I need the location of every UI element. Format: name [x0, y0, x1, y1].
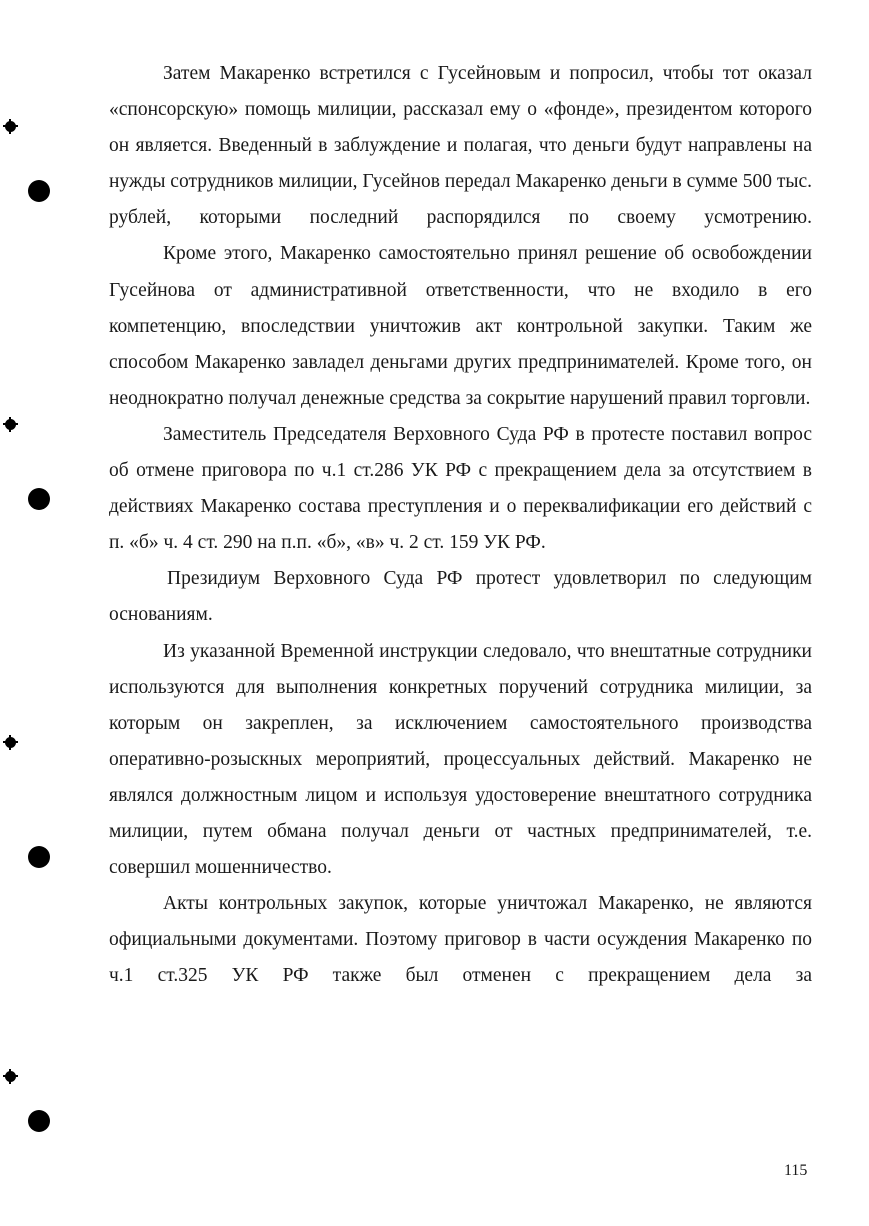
binder-staple-mark: [6, 738, 15, 747]
document-body: [109, 56, 812, 994]
paragraph-protest: Заместитель Председателя Верховного Суда РФ в протесте поставил вопрос об отмене приговора по ч.1 ст.286 УК РФ с прекращением дела за отсутствием в действиях Макаренко состава преступления и о переквалификации его действий с п. «б» ч. 4 ст. 290 на п.п. «б», «в» ч. 2 ст. 159 УК РФ.: [109, 423, 812, 554]
binder-hole-mark: [28, 180, 50, 202]
page-number: 115: [784, 1162, 808, 1179]
paragraph-administrative-liability: Кроме этого, Макаренко самостоятельно принял решение об освобождении Гусейнова от административной ответственности, что не входило в его компетенцию, впоследствии уничтожив акт контрольной закупки. Таким же способом Макаренко завладел деньгами других предпринимателей. Кроме того, он неоднократно получал денежные средства за сокрытие нарушений правил торговли.: [109, 243, 812, 409]
binder-hole-mark: [28, 1110, 50, 1132]
binder-staple-mark: [6, 420, 15, 429]
paragraph-control-purchase-acts: Акты контрольных закупок, которые уничтожал Макаренко, не являются официальными документами. Поэтому приговор в части осуждения Макаренко по ч.1 ст.325 УК РФ также был отменен с прекращением дела за: [109, 893, 812, 987]
binder-staple-mark: [6, 1072, 15, 1081]
paragraph-gusejnov-sponsorship: Затем Макаренко встретился с Гусейновым и попросил, чтобы тот оказал «спонсорскую» помощь милиции, рассказал ему о «фонде», президентом которого он является. Введенный в заблуждение и полагая, что деньги будут направлены на нужды сотрудников милиции, Гусейнов передал Макаренко деньги в сумме 500 тыс. рублей, которыми последний распорядился по своему усмотрению.: [109, 63, 812, 229]
binder-staple-mark: [6, 122, 15, 131]
binder-hole-mark: [28, 846, 50, 868]
paragraph-temporary-instruction: Из указанной Временной инструкции следовало, что внештатные сотрудники используются для выполнения конкретных поручений сотрудника милиции, за которым он закреплен, за исключением самостоятельного производства оперативно-розыскных мероприятий, процессуальных действий. Макаренко не являлся должностным лицом и используя удостоверение внештатного сотрудника милиции, путем обмана получал деньги от частных предпринимателей, т.е. совершил мошенничество.: [109, 640, 812, 879]
paragraph-presidium-decision: Президиум Верховного Суда РФ протест удовлетворил по следующим основаниям.: [109, 568, 812, 626]
binder-hole-mark: [28, 488, 50, 510]
